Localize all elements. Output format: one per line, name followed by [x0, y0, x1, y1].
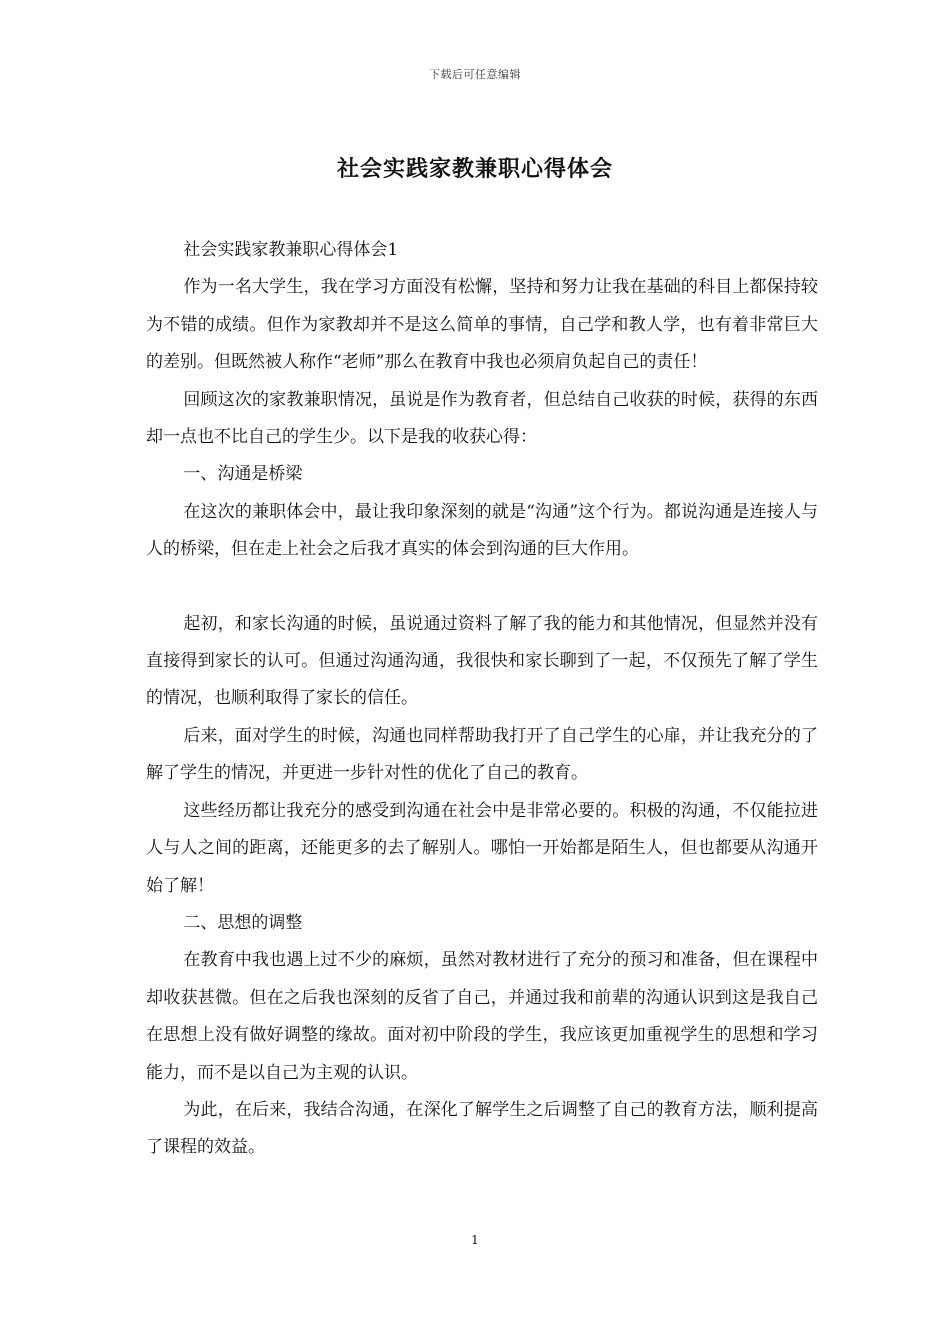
paragraph: 起初，和家长沟通的时候，虽说通过资料了解了我的能力和其他情况，但显然并没有直接得到家长的认可。但通过沟通沟通，我很快和家长聊到了一起，不仅预先了解了学生的情况，也顺利取得了家长的信任。	[146, 613, 818, 709]
paragraph: 在这次的兼职体会中，最让我印象深刻的就是“沟通”这个行为。都说沟通是连接人与人的桥梁，但在走上社会之后我才真实的体会到沟通的巨大作用。	[146, 501, 818, 560]
paragraph: 这些经历都让我充分的感受到沟通在社会中是非常必要的。积极的沟通，不仅能拉进人与人之间的距离，还能更多的去了解别人。哪怕一开始都是陌生人，但也都要从沟通开始了解！	[146, 800, 818, 896]
subsection-heading: 一、沟通是桥梁	[183, 464, 303, 485]
paragraph: 在教育中我也遇上过不少的麻烦，虽然对教材进行了充分的预习和准备，但在课程中却收获甚微。但在之后我也深刻的反省了自己，并通过我和前辈的沟通认识到这是我自己在思想上没有做好调整的缘故。面对初中阶段的学生，我应该更加重视学生的思想和学习能力，而不是以自己为主观的认识。	[146, 950, 818, 1083]
page-number: 1	[471, 1233, 479, 1247]
paragraph: 为此，在后来，我结合沟通，在深化了解学生之后调整了自己的教育方法，顺利提高了课程的效益。	[146, 1099, 818, 1158]
paragraph: 后来，面对学生的时候，沟通也同样帮助我打开了自己学生的心扉，并让我充分的了解了学生的情况，并更进一步针对性的优化了自己的教育。	[146, 725, 818, 784]
subsection-heading: 二、思想的调整	[183, 912, 303, 933]
document-title: 社会实践家教兼职心得体会	[336, 156, 613, 182]
document-body	[146, 232, 818, 1167]
section-heading: 社会实践家教兼职心得体会1	[183, 240, 399, 260]
paragraph: 回顾这次的家教兼职情况，虽说是作为教育者，但总结自己收获的时候，获得的东西却一点也不比自己的学生少。以下是我的收获心得：	[146, 389, 818, 448]
paragraph: 作为一名大学生，我在学习方面没有松懈，坚持和努力让我在基础的科目上都保持较为不错的成绩。但作为家教却并不是这么简单的事情，自己学和教人学，也有着非常巨大的差别。但既然被人称作“老师”那么在教育中我也必须肩负起自己的责任！	[146, 277, 818, 373]
header-note: 下载后可任意编辑	[429, 68, 521, 81]
